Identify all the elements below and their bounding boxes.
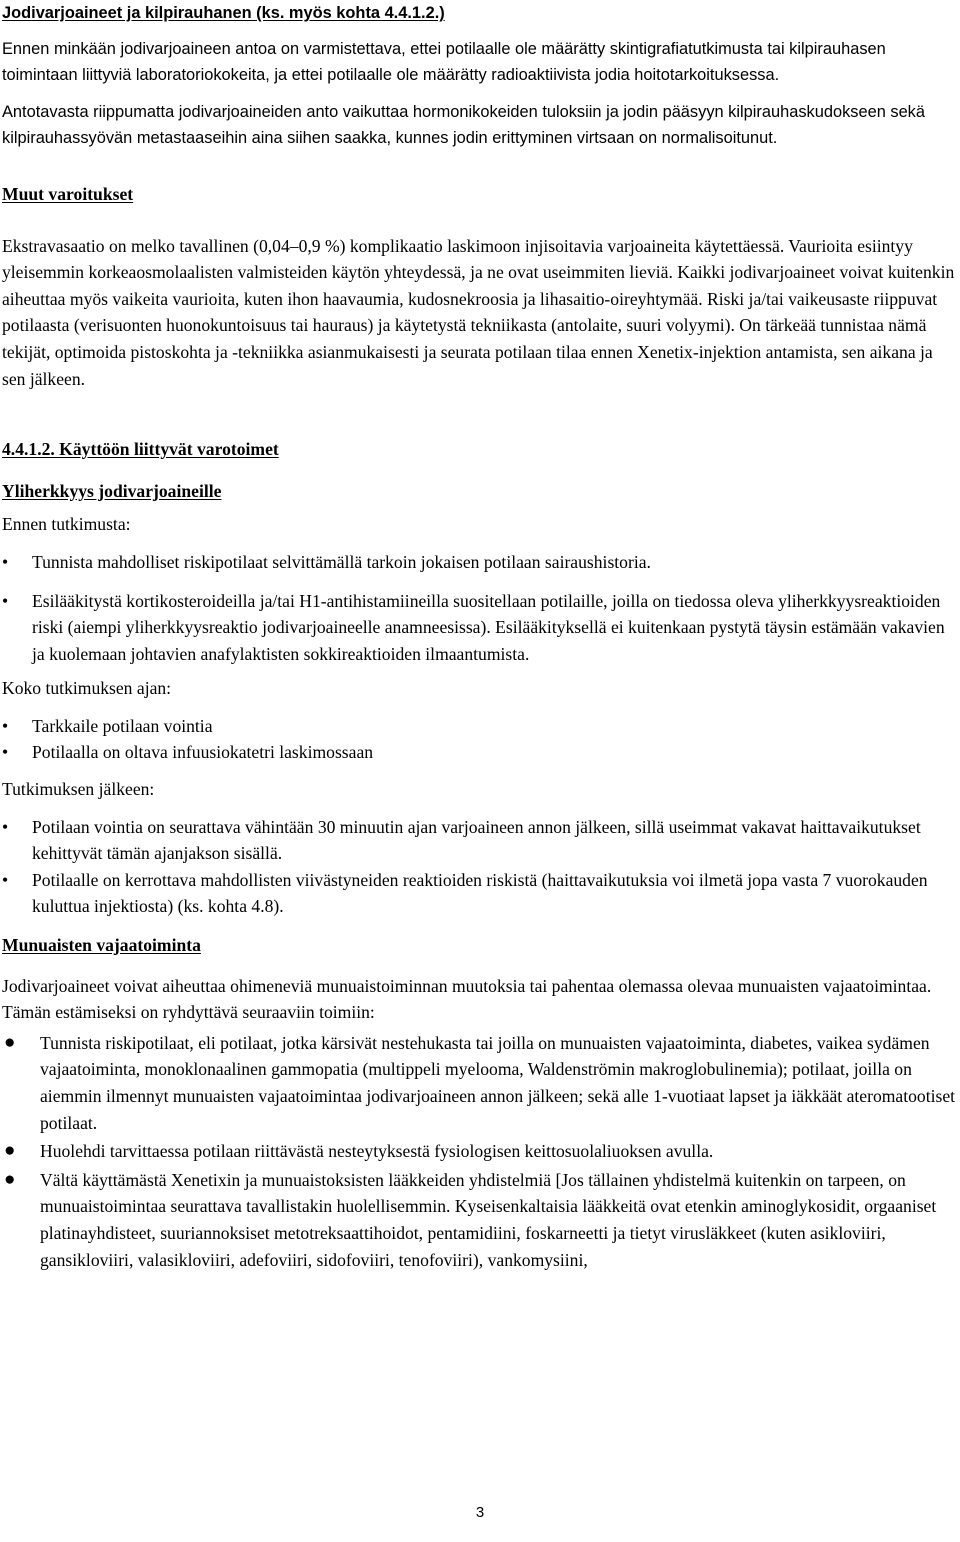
bullet-icon: • (2, 590, 9, 611)
list-item (2, 713, 956, 740)
list-item-text: Potilaalle on kerrottava mahdollisten viivästyneiden reaktioiden riskistä (haittavaikutuksia voi ilmetä jopa vasta 7 vuorokauden kuluttua injektiosta) (ks. kohta 4.8). (32, 869, 928, 917)
list-before-examination (2, 549, 956, 667)
paragraph-iodine-effect: Antotavasta riippumatta jodivarjoaineiden anto vaikuttaa hormonikokeiden tuloksiin ja jodin pääsyyn kilpirauhaskudokseen sekä kilpirauhassyövän metastaaseihin aina siihen saakka, kunnes jodin erittyminen virtsaan on normalisoitunut. (2, 102, 925, 148)
list-item-text: Potilaan vointia on seurattava vähintään 30 minuutin ajan varjoaineen annon jälkeen, sillä useimmat vakavat haittavaikutukset kehittyvät tämän ajanjakson sisällä. (32, 816, 921, 864)
document-page (2, 0, 956, 1273)
list-item-text: Esilääkitystä kortikosteroideilla ja/tai H1-antihistamiineilla suositellaan potilaille, joilla on tiedossa oleva yliherkkyysreaktioiden riski (aiempi yliherkkyysreaktio jodivarjoaineelle anamneesissa). Esilääkityksellä ei kuitenkaan pystytä täysin estämään vakavien ja kuolemaan johtavien anafylaktisten sokkireaktioiden ilmaantumista. (32, 590, 945, 664)
bullet-icon: • (2, 551, 9, 572)
list-after-examination (2, 814, 956, 920)
list-item-text: Tarkkaile potilaan vointia (32, 715, 213, 736)
list-renal-measures (2, 1030, 956, 1273)
label-during-examination: Koko tutkimuksen ajan: (2, 678, 172, 699)
paragraph-iodine-preconditions: Ennen minkään jodivarjoaineen antoa on varmistettava, ettei potilaalle ole määrätty skintigrafiatutkimusta tai kilpirauhasen toimintaan liittyviä laboratoriokokeita, ja ettei potilaalle ole määrätty radioaktiivista jodia hoitotarkoituksessa. (2, 39, 886, 85)
bullet-icon: • (2, 715, 9, 736)
bullet-icon: • (2, 869, 9, 890)
heading-renal-impairment: Munuaisten vajaatoiminta (2, 935, 201, 956)
list-item-text: Potilaalla on oltava infuusiokatetri laskimossaan (32, 742, 374, 763)
list-item (2, 549, 956, 576)
list-item (2, 739, 956, 766)
list-item-text: Vältä käyttämästä Xenetixin ja munuaistoksisten lääkkeiden yhdistelmiä [Jos tällainen yhdistelmä kuitenkin on tarpeen, on munuaistoimintaa seurattava tavallistakin huolellisemmin. Kyseisenkaltaisia lääkkeitä ovat etenkin aminoglykosidit, orgaaniset platinayhdisteet, suuriannoksiset metotreksaattihoidot, pentamidiini, foskarneetti ja tietyt virusläkkeet (kuten asikloviiri, gansikloviiri, valasikloviiri, adefoviiri, sidofoviiri, tenofoviiri), vankomysiini, (40, 1169, 937, 1270)
bullet-icon: ● (4, 1168, 16, 1190)
paragraph-renal-intro: Jodivarjoaineet voivat aiheuttaa ohimeneviä munuaistoiminnan muutoksia tai pahentaa olemassa olevaa munuaisten vajaatoimintaa. Tämän estämiseksi on ryhdyttävä seuraaviin toimiin: (2, 975, 932, 1023)
list-item-text: Tunnista riskipotilaat, eli potilaat, jotka kärsivät nestehukasta tai joilla on munuaisten vajaatoiminta, diabetes, vaikea sydämen vajaatoiminta, monoklonaalinen gammopatia (multippeli myelooma, Waldenströmin makroglobulinemia); potilaat, joilla on aiemmin ilmennyt munuaisten vajaatoimintaa jodivarjoaineen annon jälkeen; sekä alle 1-vuotiaat lapset ja iäkkäät ateromatootiset potilaat. (40, 1032, 956, 1133)
list-item (2, 867, 956, 920)
list-item (2, 1030, 956, 1136)
bullet-icon: • (2, 742, 9, 763)
subheading-hypersensitivity: Yliherkkyys jodivarjoaineille (2, 480, 222, 501)
list-item (2, 1167, 956, 1273)
heading-other-warnings: Muut varoitukset (2, 183, 134, 204)
list-item (2, 814, 956, 867)
list-item-text: Huolehdi tarvittaessa potilaan riittävästä nesteytyksestä fysiologisen keittosuolaliuoksen avulla. (40, 1141, 714, 1162)
bullet-icon: ● (4, 1140, 16, 1162)
page-number: 3 (475, 1504, 485, 1521)
list-item-text: Tunnista mahdolliset riskipotilaat selvittämällä tarkoin jokaisen potilaan sairaushistoria. (32, 551, 651, 572)
label-after-examination: Tutkimuksen jälkeen: (2, 779, 155, 800)
bullet-icon: ● (4, 1031, 16, 1053)
list-during-examination (2, 713, 956, 766)
label-before-examination: Ennen tutkimusta: (2, 514, 131, 535)
list-item (2, 588, 956, 668)
heading-precautions: 4.4.1.2. Käyttöön liittyvät varotoimet (2, 439, 279, 460)
heading-iodine-thyroid: Jodivarjoaineet ja kilpirauhanen (ks. myös kohta 4.4.1.2.) (2, 4, 445, 22)
list-item (2, 1138, 956, 1165)
bullet-icon: • (2, 816, 9, 837)
paragraph-extravasation: Ekstravasaatio on melko tavallinen (0,04–0,9 %) komplikaatio laskimoon injisoitavia varjoaineita käytettäessä. Vaurioita esiintyy yleisemmin korkeaosmolaalisten valmisteiden käytön yhteydessä, ja ne ovat useimmiten lieviä. Kaikki jodivarjoaineet voivat kuitenkin aiheuttaa myös vaikeita vaurioita, kuten ihon haavaumia, kudosnekroosia ja lihasaitio-oireyhtymää. Riski ja/tai vaikeusaste riippuvat potilaasta (verisuonten huonokuntoisuus tai hauraus) ja käytetystä tekniikasta (antolaite, suuri volyymi). On tärkeää tunnistaa nämä tekijät, optimoida pistoskohta ja -tekniikka asianmukaisesti ja seurata potilaan tilaa ennen Xenetix-injektion antamista, sen aikana ja sen jälkeen. (2, 235, 955, 389)
